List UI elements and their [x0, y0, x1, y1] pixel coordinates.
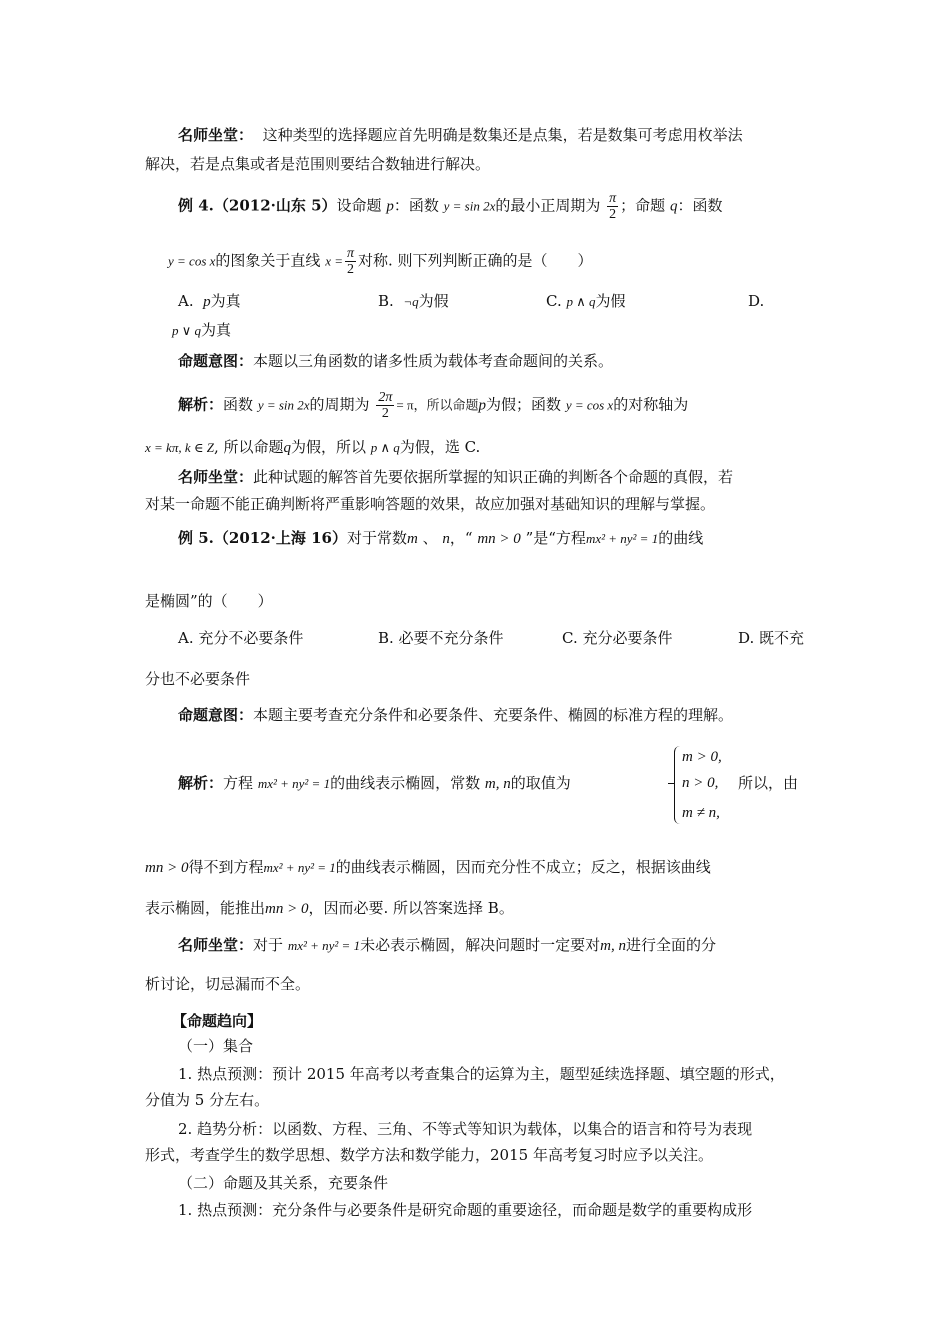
condition-m-positive: m > 0,: [682, 749, 722, 765]
option-d: D. 既不充: [738, 629, 805, 647]
option-a: A. 充分不必要条件: [178, 629, 304, 647]
formula-y-cosx: y = cos x: [168, 253, 216, 269]
condition-m-not-n: m ≠ n,: [682, 805, 720, 821]
option-d: D.: [748, 292, 765, 310]
example-5-line2: 是椭圆”的（ ）: [145, 592, 273, 610]
subsection-propositions: （二）命题及其关系，充要条件: [178, 1174, 389, 1192]
tip-paragraph-3: 名师坐堂：对于 mx² + ny² = 1未必表示椭圆，解决问题时一定要对m, n进行全面的分: [178, 936, 716, 954]
paragraph-hot-prediction-1: 1. 热点预测：预计 2015 年高考以考查集合的运算为主，题型延续选择题、填空题的形式，: [178, 1065, 785, 1083]
example-5-solution-line3: 表示椭圆，能推出mn > 0，因而必要. 所以答案选择 B。: [145, 899, 514, 917]
subsection-sets: （一）集合: [178, 1037, 254, 1055]
option-d-continued: 分也不必要条件: [145, 670, 251, 688]
example-4-solution-line2: x = kπ, k ∈ Z, 所以命题q为假，所以 p ∧ q为假，选 C.: [145, 438, 481, 456]
condition-n-positive: n > 0,: [682, 775, 719, 791]
solution-label: 解析：: [178, 774, 224, 792]
paragraph-trend-analysis: 2. 趋势分析：以函数、方程、三角、不等式等知识为载体，以集合的语言和符号为表现: [178, 1120, 753, 1138]
tip-text: 这种类型的选择题应首先明确是数集还是点集，若是数集可考虑用枚举法: [262, 126, 743, 144]
option-a: A. p为真: [178, 292, 241, 310]
solution-continuation: 所以，由: [738, 774, 799, 792]
left-brace-tip: [668, 783, 675, 784]
solution-label: 解析：: [178, 395, 224, 414]
example-4-label: 例 4.（2012·山东 5）: [178, 196, 337, 215]
tip-paragraph-1-line2: 解决，若是点集或者是范围则要结合数轴进行解决。: [145, 155, 491, 173]
left-brace: [674, 746, 680, 824]
fraction-pi-over-2: $\frac{\pi}{2}$: [347, 246, 355, 277]
option-d-content: p ∨ q为真: [172, 321, 232, 339]
paragraph-hot-prediction-2: 1. 热点预测：充分条件与必要条件是研究命题的重要途径，而命题是数学的重要构成形: [178, 1201, 753, 1219]
option-b: B. ¬q为假: [378, 292, 449, 310]
option-b: B. 必要不充分条件: [378, 629, 504, 647]
example-5-solution-line1: 解析：方程 mx² + ny² = 1的曲线表示椭圆，常数 m, n的取值为: [178, 774, 571, 792]
example-5-line1: 例 5.（2012·上海 16）对于常数m 、 n，“ mn > 0 ”是“方程mx² + ny² = 1的曲线: [178, 529, 704, 547]
section-heading: 【命题趋向】: [172, 1012, 263, 1030]
paragraph-trend-analysis-line2: 形式，考查学生的数学思想、数学方法和数学能力，2015 年高考复习时应予以关注。: [145, 1146, 713, 1164]
example-5-intent: 命题意图：本题主要考查充分条件和必要条件、充要条件、椭圆的标准方程的理解。: [178, 706, 734, 724]
example-5-label: 例 5.（2012·上海 16）: [178, 529, 347, 547]
example-5-solution-line2: mn > 0得不到方程mx² + ny² = 1的曲线表示椭圆，因而充分性不成立；反之，根据该曲线: [145, 858, 711, 876]
example-4-line1: 例 4.（2012·山东 5）设命题 p：函数 y = sin 2x的最小正周期为 $\frac{\pi}{2}$ ；命题 q：函数: [178, 191, 723, 222]
option-c: C. p ∧ q为假: [546, 292, 626, 310]
example-4-intent: 命题意图：本题以三角函数的诸多性质为载体考查命题间的关系。: [178, 352, 614, 370]
fraction-pi-over-2: $\frac{\pi}{2}$: [609, 191, 617, 222]
tip-paragraph-2: 名师坐堂：此种试题的解答首先要依据所掌握的知识正确的判断各个命题的真假，若: [178, 468, 734, 486]
formula-y-sin2x: y = sin 2x: [443, 198, 496, 214]
example-4-solution-line1: 解析：函数 y = sin 2x的周期为 $\frac{2\pi}{2}$ = π，所以命题p为假；函数 y = cos x的对称轴为: [178, 390, 689, 421]
option-c: C. 充分必要条件: [562, 629, 673, 647]
paragraph-hot-prediction-1-line2: 分值为 5 分左右。: [145, 1091, 270, 1109]
tip-label: 名师坐堂：: [178, 126, 254, 144]
tip-paragraph-2-line2: 对某一命题不能正确判断将严重影响答题的效果，故应加强对基础知识的理解与掌握。: [145, 495, 716, 513]
fraction-2pi-over-2: $\frac{2\pi}{2}$: [378, 390, 393, 421]
example-4-line2: y = cos x的图象关于直线 x = $\frac{\pi}{2}$ 对称. 则下列判断正确的是（ ）: [168, 246, 593, 277]
tip-paragraph-3-line2: 析讨论，切忌漏而不全。: [145, 975, 311, 993]
tip-paragraph-1: [178, 124, 743, 146]
